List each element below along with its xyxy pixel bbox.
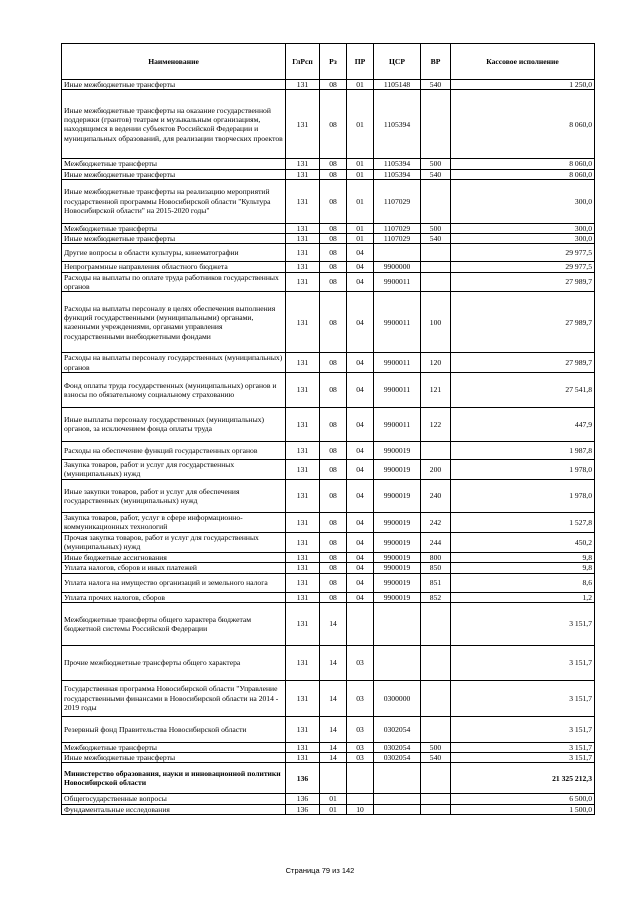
cell-pr: 03 (347, 645, 374, 680)
cell-kassa: 29 977,5 (451, 244, 595, 262)
cell-kassa: 27 541,8 (451, 372, 595, 407)
cell-name: Общегосударственные вопросы (62, 794, 286, 804)
cell-rz: 08 (320, 234, 347, 244)
cell-glrsp: 131 (286, 179, 320, 223)
cell-vr: 540 (421, 169, 451, 179)
cell-glrsp: 131 (286, 272, 320, 292)
cell-vr: 122 (421, 407, 451, 441)
cell-name: Иные межбюджетные трансферты на оказание государственной поддержки (грантов) театрам и музыкальным организациям, находящимся в ведении субъектов Российской Федерации и муниципальных образований, для реализации творческих проектов (62, 90, 286, 159)
cell-name: Непрограммные направления областного бюджета (62, 262, 286, 272)
cell-vr (421, 680, 451, 716)
cell-rz: 08 (320, 592, 347, 602)
cell-vr: 500 (421, 742, 451, 752)
cell-name: Межбюджетные трансферты (62, 159, 286, 169)
cell-pr: 04 (347, 262, 374, 272)
cell-kassa: 1 987,8 (451, 441, 595, 459)
cell-kassa: 3 151,7 (451, 716, 595, 742)
cell-vr: 121 (421, 372, 451, 407)
cell-name: Уплата налогов, сборов и иных платежей (62, 563, 286, 573)
cell-rz: 08 (320, 90, 347, 159)
table-row (62, 602, 595, 645)
page-number: Страница 79 из 142 (285, 866, 355, 875)
cell-csr: 1107029 (374, 234, 421, 244)
cell-name: Закупка товаров, работ, услуг в сфере информационно-коммуникационных технологий (62, 512, 286, 532)
cell-name: Министерство образования, науки и инновационной политики Новосибирской области (62, 763, 286, 794)
cell-pr: 04 (347, 532, 374, 552)
cell-rz: 08 (320, 512, 347, 532)
cell-rz: 08 (320, 179, 347, 223)
cell-vr (421, 441, 451, 459)
cell-pr: 04 (347, 459, 374, 479)
cell-csr: 1105394 (374, 169, 421, 179)
table-row (62, 479, 595, 512)
cell-kassa: 8 060,0 (451, 169, 595, 179)
cell-glrsp: 131 (286, 244, 320, 262)
table-row (62, 441, 595, 459)
cell-kassa: 1 978,0 (451, 459, 595, 479)
cell-csr: 9900019 (374, 459, 421, 479)
cell-pr: 04 (347, 479, 374, 512)
cell-rz: 14 (320, 645, 347, 680)
cell-kassa: 29 977,5 (451, 262, 595, 272)
table-row (62, 272, 595, 292)
cell-pr (347, 794, 374, 804)
cell-glrsp: 131 (286, 441, 320, 459)
cell-pr: 03 (347, 680, 374, 716)
cell-kassa: 300,0 (451, 234, 595, 244)
cell-pr: 01 (347, 90, 374, 159)
cell-rz: 01 (320, 794, 347, 804)
cell-rz: 08 (320, 353, 347, 373)
cell-rz: 08 (320, 292, 347, 353)
cell-rz: 01 (320, 804, 347, 814)
cell-pr: 04 (347, 512, 374, 532)
cell-rz (320, 763, 347, 794)
cell-rz: 14 (320, 753, 347, 763)
cell-csr: 9900019 (374, 512, 421, 532)
cell-kassa: 450,2 (451, 532, 595, 552)
budget-execution-table (61, 43, 595, 815)
cell-name: Фонд оплаты труда государственных (муниципальных) органов и взносы по обязательному социальному страхованию (62, 372, 286, 407)
cell-rz: 08 (320, 244, 347, 262)
table-row (62, 459, 595, 479)
table-row (62, 753, 595, 763)
table-row (62, 179, 595, 223)
cell-vr (421, 645, 451, 680)
cell-glrsp: 131 (286, 372, 320, 407)
cell-pr: 03 (347, 716, 374, 742)
cell-kassa: 1,2 (451, 592, 595, 602)
cell-glrsp: 131 (286, 573, 320, 592)
cell-pr: 04 (347, 353, 374, 373)
cell-csr (374, 602, 421, 645)
cell-csr: 9900011 (374, 372, 421, 407)
cell-glrsp: 131 (286, 353, 320, 373)
table-row (62, 353, 595, 373)
cell-name: Другие вопросы в области культуры, кинематографии (62, 244, 286, 262)
cell-kassa: 3 151,7 (451, 602, 595, 645)
cell-glrsp: 131 (286, 552, 320, 562)
cell-rz: 08 (320, 459, 347, 479)
cell-name: Прочая закупка товаров, работ и услуг для государственных (муниципальных) нужд (62, 532, 286, 552)
table-row (62, 573, 595, 592)
table-row (62, 804, 595, 814)
header-vr: ВР (421, 44, 451, 80)
cell-pr: 04 (347, 592, 374, 602)
cell-kassa: 8 060,0 (451, 159, 595, 169)
cell-rz: 14 (320, 602, 347, 645)
cell-kassa: 300,0 (451, 179, 595, 223)
header-kassa: Кассовое исполнение (451, 44, 595, 80)
cell-kassa: 3 151,7 (451, 645, 595, 680)
cell-csr: 9900011 (374, 353, 421, 373)
table-row (62, 512, 595, 532)
cell-name: Иные выплаты персоналу государственных (муниципальных) органов, за исключением фонда оплаты труда (62, 407, 286, 441)
cell-rz: 08 (320, 372, 347, 407)
header-name: Наименование (62, 44, 286, 80)
cell-kassa: 1 250,0 (451, 80, 595, 90)
cell-glrsp: 131 (286, 90, 320, 159)
cell-vr: 540 (421, 234, 451, 244)
table-row (62, 716, 595, 742)
cell-vr (421, 262, 451, 272)
table-row (62, 645, 595, 680)
header-csr: ЦСР (374, 44, 421, 80)
cell-vr (421, 179, 451, 223)
cell-csr: 9900019 (374, 479, 421, 512)
cell-vr: 100 (421, 292, 451, 353)
cell-vr (421, 763, 451, 794)
cell-glrsp: 131 (286, 459, 320, 479)
cell-glrsp: 131 (286, 159, 320, 169)
cell-vr: 240 (421, 479, 451, 512)
cell-vr: 850 (421, 563, 451, 573)
cell-rz: 14 (320, 742, 347, 752)
cell-glrsp: 131 (286, 407, 320, 441)
cell-glrsp: 136 (286, 763, 320, 794)
cell-glrsp: 131 (286, 716, 320, 742)
cell-kassa: 8,6 (451, 573, 595, 592)
cell-kassa: 3 151,7 (451, 680, 595, 716)
table-header-row (62, 44, 595, 80)
cell-name: Иные межбюджетные трансферты (62, 80, 286, 90)
cell-glrsp: 131 (286, 645, 320, 680)
cell-csr: 9900019 (374, 532, 421, 552)
cell-name: Расходы на обеспечение функций государственных органов (62, 441, 286, 459)
table-row (62, 532, 595, 552)
table-row (62, 563, 595, 573)
cell-kassa: 3 151,7 (451, 753, 595, 763)
cell-glrsp: 131 (286, 479, 320, 512)
cell-glrsp: 131 (286, 292, 320, 353)
cell-name: Закупка товаров, работ и услуг для государственных (муниципальных) нужд (62, 459, 286, 479)
cell-name: Иные бюджетные ассигнования (62, 552, 286, 562)
cell-kassa: 3 151,7 (451, 742, 595, 752)
cell-rz: 08 (320, 563, 347, 573)
cell-kassa: 9,8 (451, 563, 595, 573)
cell-name: Иные закупки товаров, работ и услуг для обеспечения государственных (муниципальных) нужд (62, 479, 286, 512)
cell-vr: 851 (421, 573, 451, 592)
cell-csr: 1105148 (374, 80, 421, 90)
cell-name: Фундаментальные исследования (62, 804, 286, 814)
cell-csr (374, 794, 421, 804)
cell-csr: 0302054 (374, 753, 421, 763)
cell-rz: 08 (320, 159, 347, 169)
cell-rz: 08 (320, 552, 347, 562)
cell-name: Расходы на выплаты персоналу государственных (муниципальных) органов (62, 353, 286, 373)
table-row (62, 262, 595, 272)
header-pr: ПР (347, 44, 374, 80)
cell-csr: 9900019 (374, 592, 421, 602)
cell-vr (421, 244, 451, 262)
cell-rz: 08 (320, 573, 347, 592)
cell-rz: 08 (320, 223, 347, 233)
cell-kassa: 447,9 (451, 407, 595, 441)
cell-vr: 540 (421, 80, 451, 90)
cell-pr: 10 (347, 804, 374, 814)
cell-csr: 9900019 (374, 573, 421, 592)
cell-name: Иные межбюджетные трансферты (62, 753, 286, 763)
table-row (62, 244, 595, 262)
cell-csr (374, 244, 421, 262)
cell-csr (374, 645, 421, 680)
cell-rz: 14 (320, 680, 347, 716)
cell-vr (421, 794, 451, 804)
cell-glrsp: 131 (286, 169, 320, 179)
cell-name: Иные межбюджетные трансферты (62, 234, 286, 244)
cell-name: Расходы на выплаты персоналу в целях обеспечения выполнения функций государственными (муниципальными) органами, казенными учреждениями, органами управления государственными внебюджетными фондами (62, 292, 286, 353)
cell-pr: 04 (347, 441, 374, 459)
cell-pr: 04 (347, 573, 374, 592)
cell-vr: 852 (421, 592, 451, 602)
cell-glrsp: 131 (286, 234, 320, 244)
table-row (62, 159, 595, 169)
table-row (62, 680, 595, 716)
table-row (62, 223, 595, 233)
cell-name: Уплата прочих налогов, сборов (62, 592, 286, 602)
cell-kassa: 21 325 212,3 (451, 763, 595, 794)
table-row (62, 794, 595, 804)
cell-vr: 500 (421, 159, 451, 169)
cell-pr (347, 602, 374, 645)
cell-kassa: 8 060,0 (451, 90, 595, 159)
cell-pr: 03 (347, 753, 374, 763)
cell-pr: 04 (347, 372, 374, 407)
cell-glrsp: 131 (286, 602, 320, 645)
cell-rz: 08 (320, 80, 347, 90)
cell-kassa: 1 527,8 (451, 512, 595, 532)
cell-csr: 9900019 (374, 552, 421, 562)
cell-vr: 540 (421, 753, 451, 763)
cell-csr: 9900011 (374, 272, 421, 292)
cell-pr: 01 (347, 169, 374, 179)
cell-rz: 08 (320, 479, 347, 512)
cell-csr: 9900000 (374, 262, 421, 272)
cell-rz: 08 (320, 169, 347, 179)
cell-glrsp: 131 (286, 753, 320, 763)
cell-vr: 200 (421, 459, 451, 479)
cell-rz: 14 (320, 716, 347, 742)
cell-pr: 04 (347, 272, 374, 292)
cell-csr: 0302054 (374, 716, 421, 742)
cell-pr: 04 (347, 407, 374, 441)
cell-csr: 0302054 (374, 742, 421, 752)
table-row (62, 552, 595, 562)
cell-vr: 242 (421, 512, 451, 532)
cell-name: Государственная программа Новосибирской области "Управление государственными финансами в Новосибирской области на 2014 - 2019 годы (62, 680, 286, 716)
cell-glrsp: 131 (286, 223, 320, 233)
cell-glrsp: 131 (286, 742, 320, 752)
cell-rz: 08 (320, 441, 347, 459)
cell-vr (421, 804, 451, 814)
table-row (62, 292, 595, 353)
cell-rz: 08 (320, 532, 347, 552)
cell-name: Межбюджетные трансферты (62, 223, 286, 233)
cell-vr (421, 602, 451, 645)
cell-name: Резервный фонд Правительства Новосибирской области (62, 716, 286, 742)
cell-glrsp: 131 (286, 262, 320, 272)
cell-pr: 01 (347, 159, 374, 169)
header-glrsp: ГлРсп (286, 44, 320, 80)
table-row (62, 407, 595, 441)
cell-rz: 08 (320, 272, 347, 292)
cell-glrsp: 131 (286, 592, 320, 602)
cell-name: Иные межбюджетные трансферты (62, 169, 286, 179)
table-row (62, 592, 595, 602)
cell-pr: 01 (347, 234, 374, 244)
cell-rz: 08 (320, 407, 347, 441)
cell-glrsp: 131 (286, 563, 320, 573)
cell-vr (421, 272, 451, 292)
cell-kassa: 1 978,0 (451, 479, 595, 512)
cell-pr: 04 (347, 552, 374, 562)
cell-kassa: 6 500,0 (451, 794, 595, 804)
cell-csr: 0300000 (374, 680, 421, 716)
cell-csr: 1107029 (374, 223, 421, 233)
cell-vr (421, 90, 451, 159)
cell-pr: 01 (347, 179, 374, 223)
cell-vr: 244 (421, 532, 451, 552)
cell-csr: 9900019 (374, 563, 421, 573)
cell-pr: 04 (347, 244, 374, 262)
cell-name: Межбюджетные трансферты общего характера бюджетам бюджетной системы Российской Федерации (62, 602, 286, 645)
cell-glrsp: 131 (286, 80, 320, 90)
cell-name: Прочие межбюджетные трансферты общего характера (62, 645, 286, 680)
cell-kassa: 9,8 (451, 552, 595, 562)
table-row (62, 169, 595, 179)
cell-pr: 04 (347, 292, 374, 353)
table-row (62, 90, 595, 159)
cell-name: Уплата налога на имущество организаций и земельного налога (62, 573, 286, 592)
cell-rz: 08 (320, 262, 347, 272)
cell-csr (374, 763, 421, 794)
table-row (62, 234, 595, 244)
cell-pr (347, 763, 374, 794)
cell-csr (374, 804, 421, 814)
cell-name: Иные межбюджетные трансферты на реализацию мероприятий государственной программы Новосибирской области "Культура Новосибирской области" на 2015-2020 годы" (62, 179, 286, 223)
cell-kassa: 27 989,7 (451, 272, 595, 292)
cell-pr: 03 (347, 742, 374, 752)
cell-vr: 800 (421, 552, 451, 562)
table-row (62, 742, 595, 752)
cell-csr: 9900011 (374, 292, 421, 353)
table-row (62, 80, 595, 90)
cell-pr: 01 (347, 223, 374, 233)
cell-csr: 9900019 (374, 441, 421, 459)
cell-vr (421, 716, 451, 742)
cell-csr: 1105394 (374, 90, 421, 159)
cell-pr: 04 (347, 563, 374, 573)
cell-vr: 500 (421, 223, 451, 233)
cell-glrsp: 136 (286, 804, 320, 814)
cell-kassa: 27 989,7 (451, 353, 595, 373)
cell-glrsp: 131 (286, 532, 320, 552)
cell-name: Межбюджетные трансферты (62, 742, 286, 752)
cell-glrsp: 136 (286, 794, 320, 804)
table-row (62, 372, 595, 407)
table-row (62, 763, 595, 794)
cell-name: Расходы на выплаты по оплате труда работников государственных органов (62, 272, 286, 292)
cell-glrsp: 131 (286, 512, 320, 532)
cell-csr: 1105394 (374, 159, 421, 169)
cell-vr: 120 (421, 353, 451, 373)
cell-kassa: 300,0 (451, 223, 595, 233)
cell-kassa: 1 500,0 (451, 804, 595, 814)
cell-pr: 01 (347, 80, 374, 90)
cell-glrsp: 131 (286, 680, 320, 716)
cell-csr: 1107029 (374, 179, 421, 223)
cell-csr: 9900011 (374, 407, 421, 441)
cell-kassa: 27 989,7 (451, 292, 595, 353)
header-rz: Рз (320, 44, 347, 80)
